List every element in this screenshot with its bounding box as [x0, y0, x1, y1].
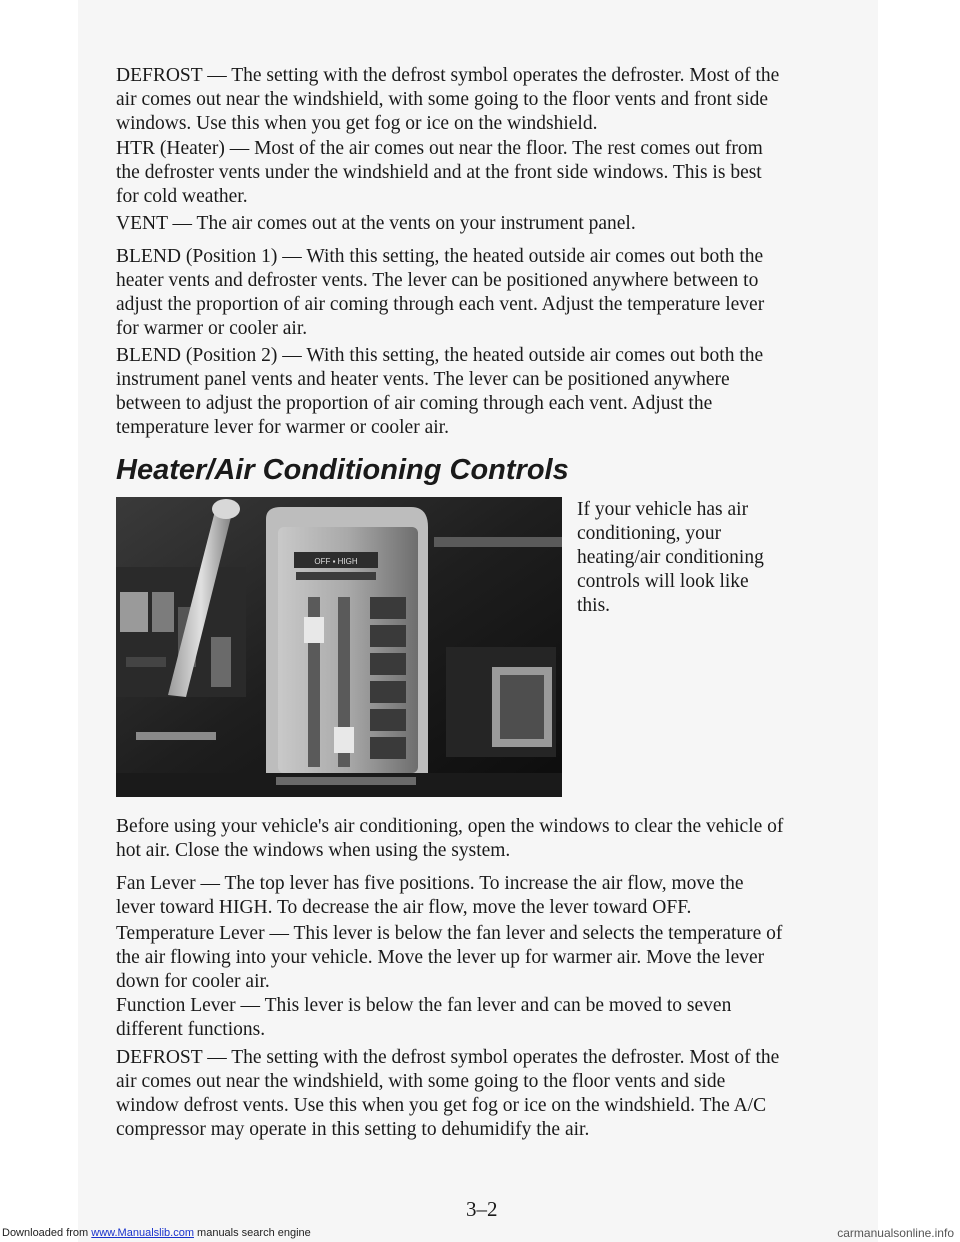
paragraph-temperature-lever: Temperature Lever — This lever is below the fan lever and selects the temperature of the air flowing into your vehicle. Move the lever up for warmer air. Move the lever down for cooler air. [116, 923, 783, 992]
watermark: carmanualsonline.info [837, 1226, 954, 1240]
banner-left [2, 1225, 311, 1242]
banner-suffix: manuals search engine [193, 1227, 311, 1239]
paragraph-blend-position-2: BLEND (Position 2) — With this setting, the heated outside air comes out both the instrument panel vents and heater vents. The lever can be positioned anywhere between to adjust the proportion of air coming through each vent. Adjust the temperature lever for warmer or cooler air. [116, 345, 764, 438]
section-heading: Heater/Air Conditioning Controls [116, 454, 569, 486]
paragraph-function-lever: Function Lever — This lever is below the fan lever and can be moved to seven different functions. [116, 995, 732, 1040]
paragraph-defrost: DEFROST — The setting with the defrost symbol operates the defroster. Most of the air comes out near the windshield, with some going to the floor vents and front side windows. Use this when you get fog or ice on the windshield. [116, 65, 780, 134]
download-banner [0, 1225, 960, 1242]
paragraph-fan-lever: Fan Lever — The top lever has five positions. To increase the air flow, move the lever toward HIGH. To decrease the air flow, move the lever toward OFF. [116, 873, 744, 918]
manualslib-link[interactable]: www.Manualslib.com [91, 1227, 194, 1239]
climate-controls-photo [116, 497, 562, 797]
paragraph-before-using: Before using your vehicle's air conditioning, open the windows to clear the vehicle of hot air. Close the windows when using the system. [116, 816, 784, 861]
paragraph-defrost-ac: DEFROST — The setting with the defrost symbol operates the defroster. Most of the air comes out near the windshield, with some going to the floor vents and side window defrost vents. Use this when you get fog or ice on the windshield. The A/C compressor may operate in this setting to dehumidify the air. [116, 1047, 780, 1140]
paragraph-blend-position-1: BLEND (Position 1) — With this setting, the heated outside air comes out both the heater vents and defroster vents. The lever can be positioned anywhere between to adjust the proportion of air coming through each vent. Adjust the temperature lever for warmer or cooler air. [116, 246, 765, 339]
banner-prefix: Downloaded from [2, 1227, 92, 1239]
fan-scale-label: OFF ▪ HIGH [314, 557, 358, 566]
paragraph-vent: VENT — The air comes out at the vents on your instrument panel. [116, 213, 636, 234]
side-caption: If your vehicle has air conditioning, your heating/air conditioning controls will look like this. [577, 499, 764, 616]
paragraph-heater: HTR (Heater) — Most of the air comes out near the floor. The rest comes out from the defroster vents under the windshield and at the front side windows. This is best for cold weather. [116, 138, 763, 207]
page-number: 3–2 [466, 1197, 498, 1221]
